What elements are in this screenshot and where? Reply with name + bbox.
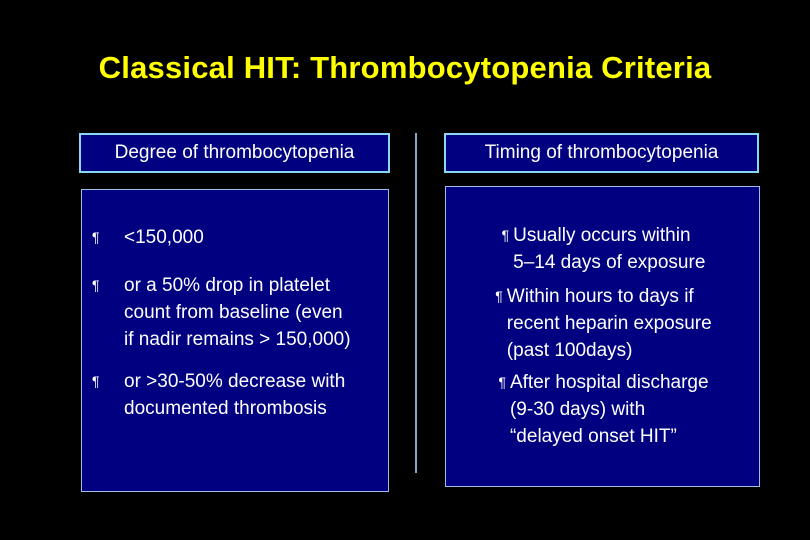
slide-title: Classical HIT: Thrombocytopenia Criteria xyxy=(98,50,712,85)
degree-header-label: Degree of thrombocytopenia xyxy=(114,142,355,163)
timing-criteria-box xyxy=(445,186,760,487)
pilcrow-bullet-icon: ¶ xyxy=(92,373,100,389)
list-item-text: or a 50% drop in platelet count from baseline (even if nadir remains > 150,000) xyxy=(124,275,351,350)
timing-header-label: Timing of thrombocytopenia xyxy=(484,142,719,163)
list-item-text: Usually occurs within 5–14 days of exposure xyxy=(513,225,706,273)
timing-header xyxy=(444,133,759,173)
degree-criteria-box xyxy=(81,189,389,492)
list-item-text: or >30-50% decrease with documented thrombosis xyxy=(124,371,346,419)
column-divider xyxy=(415,133,417,473)
degree-header xyxy=(79,133,390,173)
list-item xyxy=(92,368,345,422)
list-item-text: After hospital discharge (9-30 days) with “delayed onset HIT” xyxy=(509,372,709,447)
pilcrow-bullet-icon: ¶ xyxy=(498,374,506,390)
list-item xyxy=(446,222,761,276)
list-item-text: <150,000 xyxy=(124,227,204,248)
pilcrow-bullet-icon: ¶ xyxy=(495,288,503,304)
pilcrow-bullet-icon: ¶ xyxy=(92,229,100,245)
list-item xyxy=(92,272,351,353)
pilcrow-bullet-icon: ¶ xyxy=(92,277,100,293)
list-item xyxy=(446,283,761,364)
list-item xyxy=(446,369,761,450)
list-item xyxy=(92,224,204,251)
list-item-text: Within hours to days if recent heparin exposure (past 100days) xyxy=(506,286,712,361)
pilcrow-bullet-icon: ¶ xyxy=(501,227,510,243)
